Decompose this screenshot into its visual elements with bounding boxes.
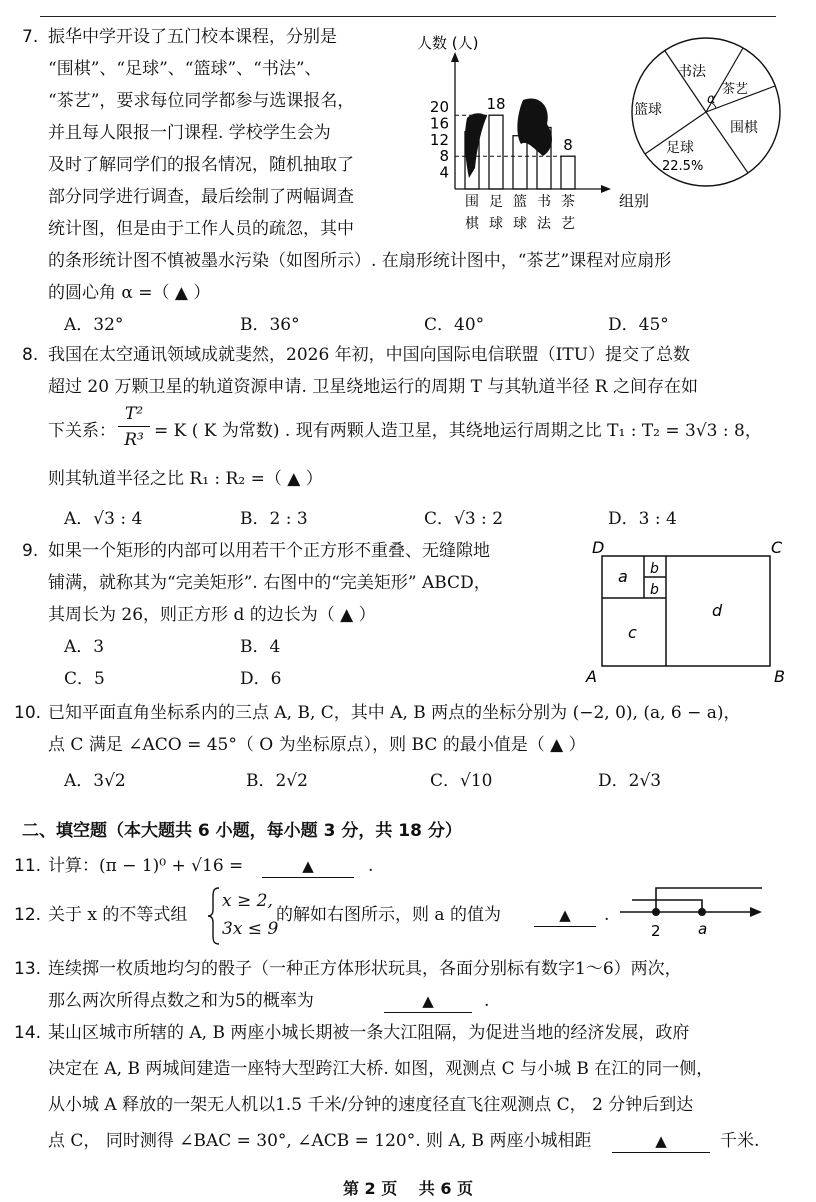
question-number: 11.: [14, 856, 42, 876]
pie-football-pct: 22.5%: [662, 159, 704, 174]
pie-label-weiqi: 围棋: [730, 120, 758, 136]
corner-c: C: [771, 538, 783, 557]
number-line-label-a: a: [698, 920, 708, 938]
point-a: [698, 908, 706, 916]
question-number: 7.: [22, 27, 39, 47]
q11-text: 计算：(π − 1)⁰ + √16 =: [48, 856, 244, 876]
q9-option-b: B．4: [240, 637, 281, 657]
q7-line-8: 的条形统计图不慎被墨水污染（如图所示）. 在扇形统计图中，“茶艺”课程对应扇形: [48, 251, 672, 271]
q14-line-3: 从小城 A 释放的一架无人机以1.5 千米/分钟的速度径直飞往观测点 C， 2 分钟后到达: [48, 1095, 694, 1115]
q8-option-a: A．√3 : 4: [64, 509, 143, 529]
q10-line-2: 点 C 满足 ∠ACO = 45°（ O 为坐标原点），则 BC 的最小值是（ ▲ ）: [48, 735, 586, 755]
q7-option-a: A．32°: [64, 315, 124, 335]
square-c: c: [628, 623, 637, 642]
x-category-label: 围: [465, 194, 479, 210]
number-line-arrow: [750, 907, 762, 917]
question-number: 10.: [14, 703, 42, 723]
q7-line-4: 并且每人限报一门课程. 学校学生会为: [48, 123, 331, 143]
q12-pre: 关于 x 的不等式组: [48, 905, 188, 925]
corner-d: D: [592, 538, 605, 557]
q13-line-2: 那么两次所得点数之和为5的概率为: [48, 991, 314, 1011]
question-number: 13.: [14, 959, 42, 979]
q7-line-2: “围棋”、“足球”、“篮球”、“书法”、: [48, 59, 322, 79]
q7-option-b: B．36°: [240, 315, 300, 335]
corner-b: B: [774, 667, 785, 686]
q8-fraction-numerator: T²: [124, 404, 144, 424]
number-line-label-2: 2: [651, 922, 661, 940]
q10-option-c: C．√10: [430, 771, 493, 791]
q9-option-a: A．3: [64, 637, 105, 657]
y-tick-label: 8: [439, 147, 449, 166]
x-categories: [465, 193, 575, 232]
q7-line-5: 及时了解同学们的报名情况，随机抽取了: [48, 155, 354, 175]
answer-blank: ▲: [612, 1130, 710, 1153]
x-category-label: 茶: [561, 194, 575, 210]
q8-fraction-bar: [118, 426, 150, 427]
system-brace: [207, 886, 221, 946]
q8-line-3-pre: 下关系：: [48, 421, 116, 441]
corner-a: A: [586, 667, 597, 686]
square-b: b: [650, 582, 659, 598]
x-category-label: 篮: [513, 194, 527, 210]
x-category-label: 书: [537, 194, 551, 210]
q10-option-b: B．2√2: [246, 771, 308, 791]
x-category-label: 棋: [465, 216, 479, 232]
inequality-2: 3x ≤ 9: [222, 919, 279, 939]
bar: [513, 136, 527, 189]
q8-line-1: 我国在太空通讯领域成就斐然，2026 年初，中国向国际电信联盟（ITU）提交了总数: [48, 345, 691, 365]
x-category-label: 艺: [561, 216, 575, 232]
y-tick-label: 4: [439, 163, 449, 182]
answer-blank: ▲: [262, 855, 354, 878]
q9-line-3: 其周长为 26，则正方形 d 的边长为（ ▲ ）: [48, 605, 376, 625]
point-2: [652, 908, 660, 916]
q9-option-d: D．6: [240, 669, 282, 689]
q7-line-7: 统计图，但是由于工作人员的疏忽，其中: [48, 219, 354, 239]
q8-fraction-denominator: R³: [124, 430, 144, 450]
number-line: [618, 880, 768, 944]
square-b: b: [650, 561, 659, 577]
q12-end: .: [604, 905, 610, 925]
x-category-label: 足: [489, 194, 503, 210]
bar-chart-xlabel: 组别: [619, 192, 650, 210]
bar-value-label: 8: [563, 136, 573, 155]
page-footer: 第 2 页 共 6 页: [342, 1179, 474, 1198]
square-a: a: [618, 567, 628, 586]
bar: [561, 156, 575, 189]
q8-option-c: C．√3 : 2: [424, 509, 504, 529]
pie-label-shufa: 书法: [678, 64, 706, 80]
q7-option-d: D．45°: [608, 315, 669, 335]
y-axis-arrow: [451, 52, 459, 62]
x-axis-arrow: [601, 185, 611, 193]
bar: [489, 115, 503, 189]
q8-line-4: 则其轨道半径之比 R₁ : R₂ =（ ▲ ）: [48, 469, 323, 489]
q7-line-1: 振华中学开设了五门校本课程，分别是: [48, 27, 337, 47]
pie-label-chayi: 茶艺: [722, 82, 749, 97]
q12-post: 的解如右图所示，则 a 的值为: [276, 905, 501, 925]
inequality-1: x ≥ 2,: [222, 891, 273, 911]
y-tick-label: 16: [429, 114, 449, 133]
q8-line-2: 超过 20 万颗卫星的轨道资源申请. 卫星绕地运行的周期 T 与其轨道半径 R 之间存在如: [48, 377, 698, 397]
q10-option-a: A．3√2: [64, 771, 126, 791]
pie-alpha: α: [707, 92, 716, 107]
pie-chart: [618, 30, 794, 196]
ink-stain-1: [465, 113, 487, 178]
question-number: 14.: [14, 1023, 42, 1043]
question-number: 8.: [22, 345, 39, 365]
q9-line-2: 铺满，就称其为“完美矩形”. 右图中的“完美矩形” ABCD，: [48, 573, 491, 593]
section-title: 二、填空题（本大题共 6 小题，每小题 3 分，共 18 分）: [22, 821, 462, 841]
q11-end: .: [368, 856, 374, 876]
q10-line-1: 已知平面直角坐标系内的三点 A, B, C，其中 A, B 两点的坐标分别为 (−2, 0), (a, 6 − a)，: [48, 703, 741, 723]
x-category-label: 球: [513, 216, 527, 232]
bar-value-label: 18: [486, 95, 506, 114]
q8-option-d: D．3 : 4: [608, 509, 677, 529]
bar-chart-ylabel: 人数 (人): [417, 34, 479, 52]
question-number: 12.: [14, 905, 42, 925]
q14-line-2: 决定在 A, B 两城间建造一座特大型跨江大桥. 如图，观测点 C 与小城 B 在江的同一侧，: [48, 1059, 714, 1079]
x-category-label: 球: [489, 216, 503, 232]
y-ticks: [430, 98, 449, 182]
q8-option-b: B．2 : 3: [240, 509, 308, 529]
q9-line-1: 如果一个矩形的内部可以用若干个正方形不重叠、无缝隙地: [48, 541, 490, 561]
q8-line-3-post: = K ( K 为常数) . 现有两颗人造卫星，其绕地运行周期之比 T₁ : T₂ = 3√3 : 8，: [154, 421, 762, 441]
q13-end: .: [484, 991, 490, 1011]
answer-blank: ▲: [384, 990, 472, 1013]
answer-blank: ▲: [534, 904, 596, 927]
solution-bracket-upper: [632, 900, 702, 912]
perfect-rectangle-figure: [578, 534, 796, 690]
q7-option-c: C．40°: [424, 315, 485, 335]
q14-line-4: 点 C， 同时测得 ∠BAC = 30°, ∠ACB = 120°. 则 A, B 两座小城相距: [48, 1131, 592, 1151]
pie-label-lanqiu: 篮球: [634, 102, 662, 118]
top-rule: [40, 16, 776, 17]
y-tick-label: 12: [429, 130, 449, 149]
q14-line-1: 某山区城市所辖的 A, B 两座小城长期被一条大江阻隔，为促进当地的经济发展，政府: [48, 1023, 690, 1043]
q14-end: 千米.: [720, 1131, 760, 1151]
q7-line-9: 的圆心角 α =（ ▲ ）: [48, 283, 211, 303]
q10-option-d: D．2√3: [598, 771, 662, 791]
y-tick-label: 20: [429, 98, 449, 116]
pie-label-zuqiu: 足球: [666, 140, 694, 156]
q9-option-c: C．5: [64, 669, 105, 689]
q13-line-1: 连续掷一枚质地均匀的骰子（一种正方体形状玩具，各面分别标有数字1～6）两次，: [48, 959, 682, 979]
question-number: 9.: [22, 541, 39, 561]
ink-stain-2: [517, 98, 552, 156]
pie-divider: [665, 51, 706, 112]
q7-line-3: “茶艺”，要求每位同学都参与选课报名，: [48, 91, 355, 111]
q7-line-6: 部分同学进行调查，最后绘制了两幅调查: [48, 187, 354, 207]
x-category-label: 法: [537, 216, 551, 232]
square-d: d: [712, 601, 723, 620]
